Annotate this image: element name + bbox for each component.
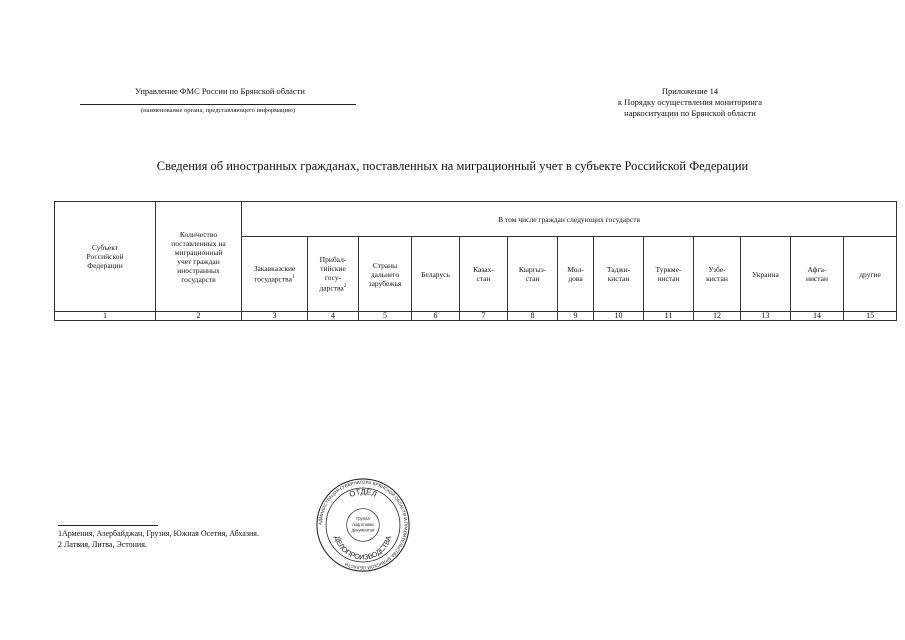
header-ukraine: Украина [741,237,791,312]
stamp-outer-text: АДМИНИСТРАЦИЯ ГУБЕРНАТОРА БРЯНСКОЙ ОБЛАСТИ И ПРАВИТЕЛЬСТВА БРЯНСКОЙ ОБЛАСТИ [317,479,409,571]
column-number: 11 [644,312,694,321]
document-title: Сведения об иностранных гражданах, поставленных на миграционный учет в субъекте Российской Федерации [156,159,749,173]
header-uzbekistan: Узбе- кистан [694,237,741,312]
column-number-row [55,312,897,321]
office-stamp [315,477,411,573]
column-number: 1 [55,312,156,321]
header-kyrgyzstan: Кыргыз- стан [508,237,558,312]
column-number: 13 [741,312,791,321]
column-number: 6 [412,312,460,321]
header-registered-count: Количество поставленных на миграционный учет граждан иностранных государств [156,202,242,312]
header-far-abroad: Страны дальнего зарубежья [359,237,412,312]
organization-caption: (наименование органа, представляющего информацию) [140,107,296,114]
organization-underline [80,104,356,105]
appendix-line-2: к Порядку осуществления мониторинга [617,97,763,107]
column-number: 10 [594,312,644,321]
migration-register-table [54,201,897,321]
column-number: 7 [460,312,508,321]
footnote-2: 2 Латвия, Литва, Эстония. [58,540,147,549]
stamp-bottom-text: ДЕЛОПРОИЗВОДСТВА [332,534,394,562]
footnote-separator [58,525,158,526]
header-others: другие [844,237,897,312]
column-number: 4 [308,312,359,321]
header-subject: Субъект Российской Федерации [55,202,156,312]
column-number: 5 [359,312,412,321]
column-number: 15 [844,312,897,321]
column-number: 14 [791,312,844,321]
stamp-center-line-1: Группа [356,516,370,522]
header-belarus: Беларусь [412,237,460,312]
svg-text:ОТДЕЛ [348,487,378,499]
stamp-center-line-2: подготовки [352,521,374,527]
column-number: 12 [694,312,741,321]
stamp-top-text: ОТДЕЛ [347,487,379,500]
appendix-block [575,86,805,119]
header-transcaucasian: Закавказские государства$^1$ [242,237,308,312]
column-number: 3 [242,312,308,321]
stamp-center-line-3: документов [351,527,375,533]
header-moldova: Мол- дова [558,237,594,312]
header-countries-group: В том числе граждан следующих государств [242,202,897,237]
header-baltic: Прибал- тийские госу- дарства$^2$ [308,237,359,312]
header-turkmenistan: Туркме- нистан [644,237,694,312]
header-afghanistan: Афга- нистан [791,237,844,312]
column-number: 2 [156,312,242,321]
organization-name: Управление ФМС России по Брянской области [135,86,305,96]
header-kazakhstan: Казах- стан [460,237,508,312]
appendix-line-1: Приложение 14 [661,86,719,96]
header-tajikistan: Таджи- кистан [594,237,644,312]
svg-text:ДЕЛОПРОИЗВОДСТВА [333,534,393,561]
column-number: 8 [508,312,558,321]
footnote-1: 1Армения, Азербайджан, Грузия, Южная Осетия, Абхазия. [58,529,259,538]
appendix-line-3: наркоситуации по Брянской области [624,108,756,118]
column-number: 9 [558,312,594,321]
